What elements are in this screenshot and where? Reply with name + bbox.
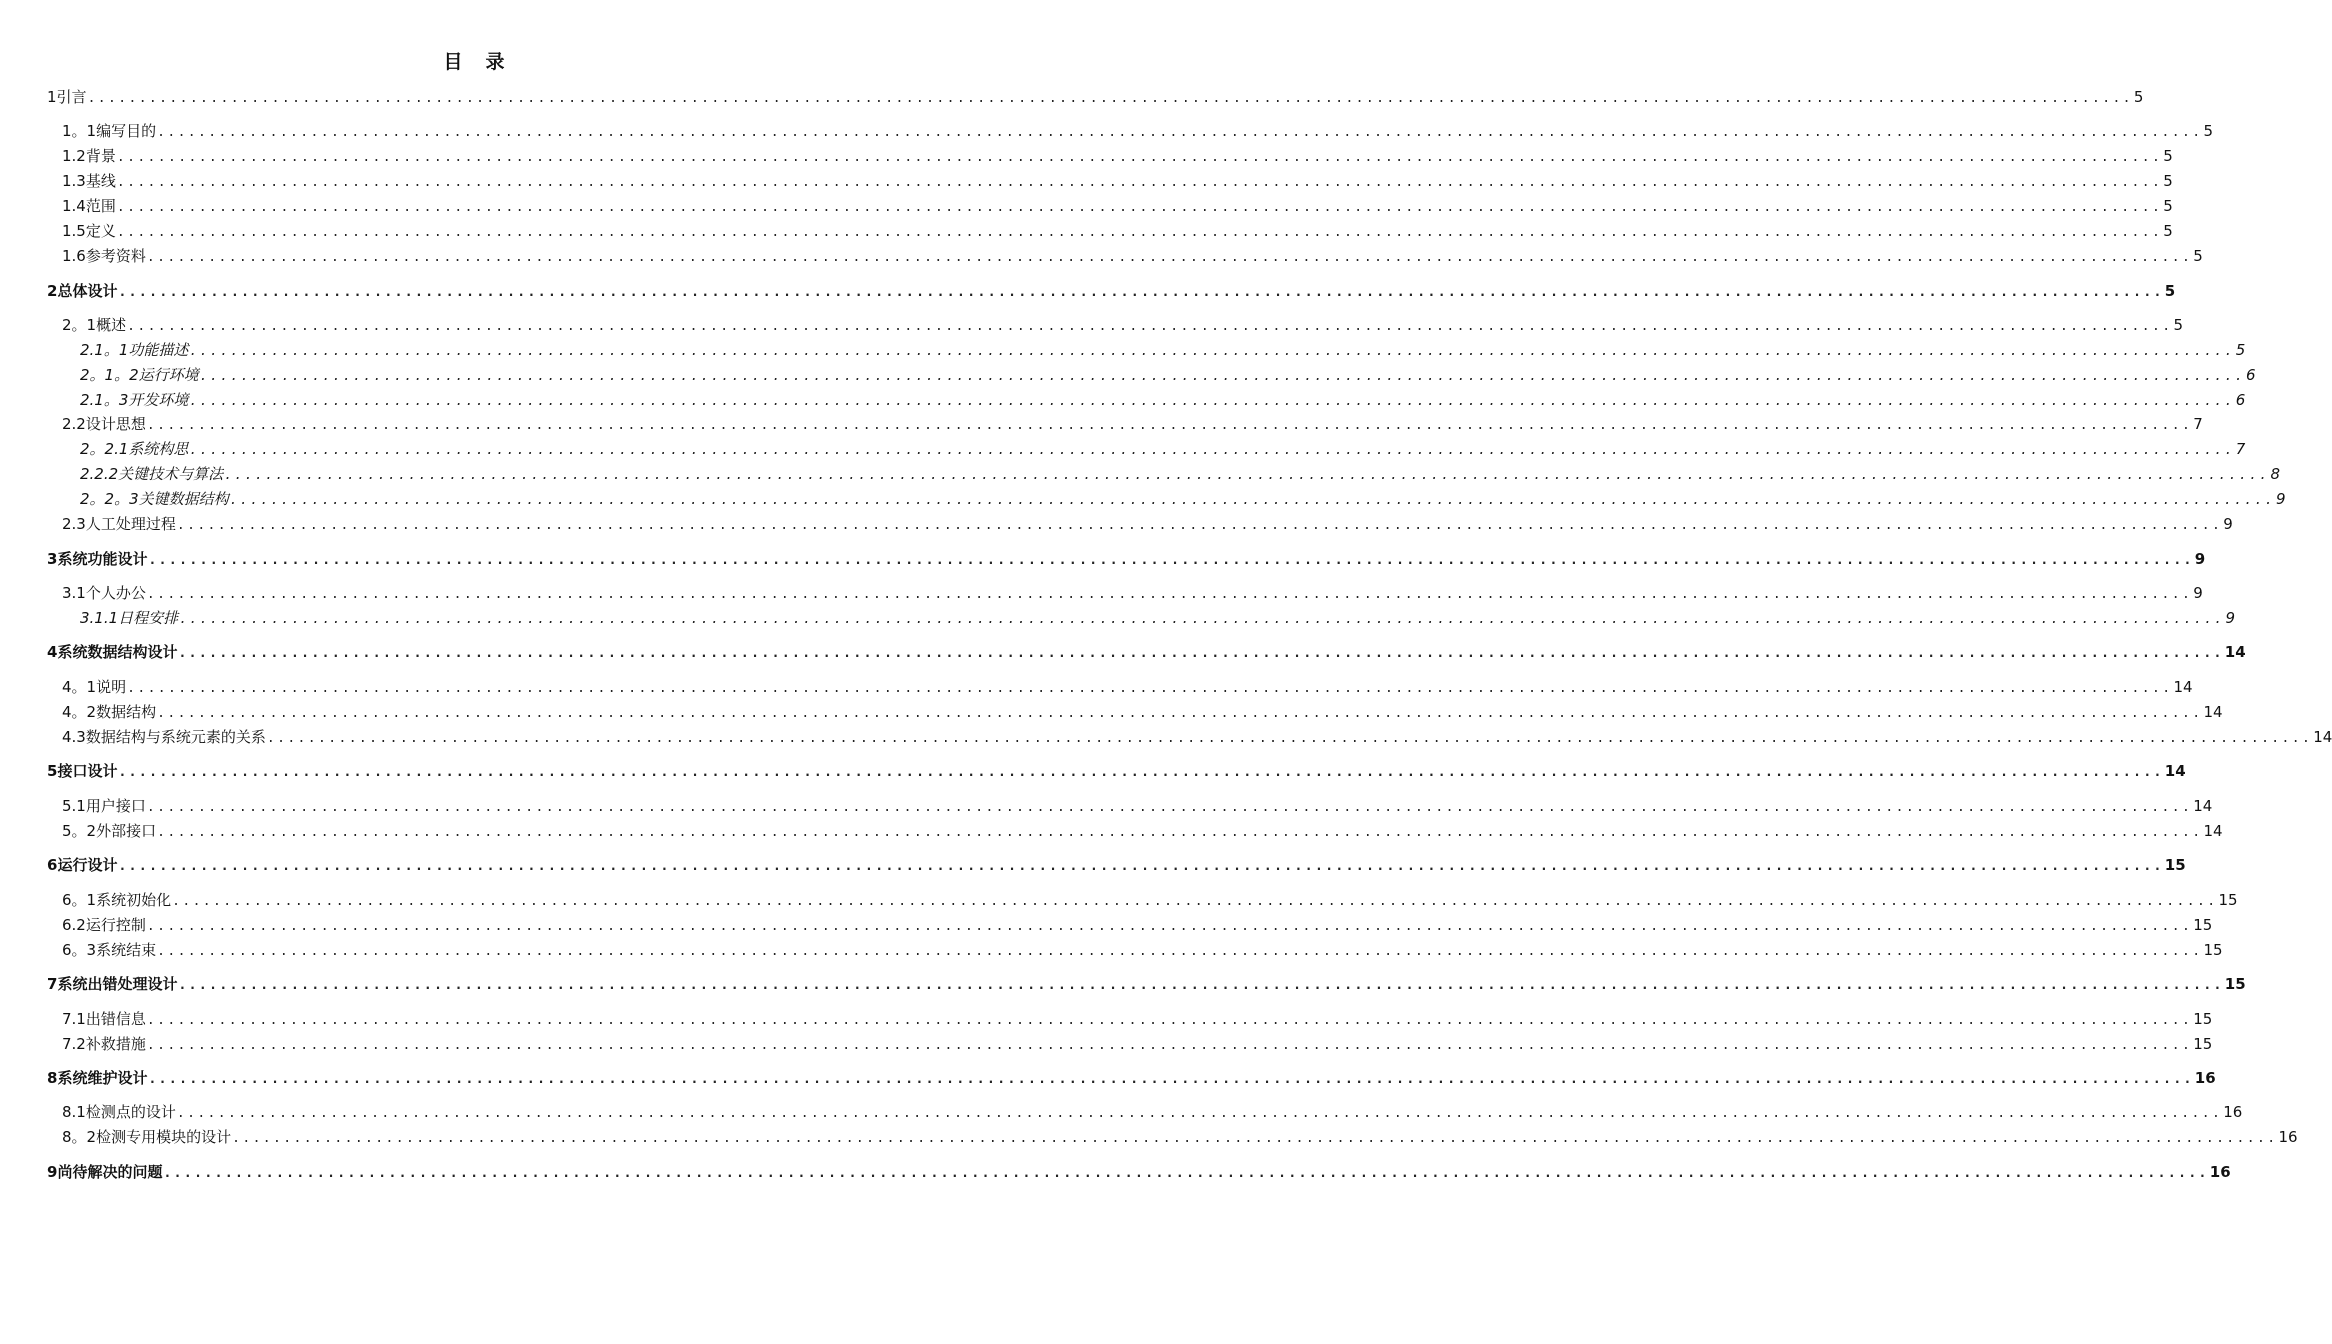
toc-entry[interactable] [47, 854, 2186, 876]
toc-entry-page-number: 9 [2193, 584, 2203, 602]
dot-leader: ........................................................................................................................................................................................................ [87, 91, 2133, 106]
toc-entry-label: 系统构思 [128, 440, 189, 458]
toc-entry-number: 1.2 [62, 147, 86, 165]
toc-entry-page-number: 14 [2164, 762, 2186, 780]
toc-entry-number: 2。1 [62, 316, 97, 334]
toc-entry-label: 外部接口 [96, 822, 157, 840]
toc-entry[interactable] [62, 195, 2173, 217]
toc-entry-page-number: 5 [2235, 341, 2246, 359]
dot-leader: ........................................................................................................................................................................................................ [199, 369, 2245, 384]
toc-entry-page-number: 15 [2193, 1035, 2213, 1053]
dot-leader: ........................................................................................................................................................................................................ [146, 1013, 2193, 1028]
toc-entry-number: 7 [47, 975, 58, 993]
toc-entry-number: 5.1 [62, 797, 86, 815]
dot-leader: ........................................................................................................................................................................................................ [146, 919, 2193, 934]
dot-leader: ........................................................................................................................................................................................................ [266, 731, 2313, 746]
toc-entry-label: 检测点的设计 [85, 1103, 176, 1121]
toc-entry-number: 8.1 [62, 1103, 86, 1121]
toc-entry-page-number: 16 [2223, 1103, 2243, 1121]
toc-entry-label: 系统数据结构设计 [57, 643, 178, 661]
dot-leader: ........................................................................................................................................................................................................ [176, 518, 2223, 533]
toc-entry-number: 1 [47, 88, 57, 106]
toc-entry[interactable] [62, 889, 2238, 911]
toc-entry-label: 背景 [85, 147, 116, 165]
toc-entry-label: 关键技术与算法 [118, 465, 224, 483]
toc-entry-page-number: 16 [2278, 1128, 2298, 1146]
dot-leader: ........................................................................................................................................................................................................ [178, 978, 2224, 993]
toc-entry-number: 2 [47, 282, 58, 300]
toc-entry-number: 6.2 [62, 916, 86, 934]
toc-entry-page-number: 6 [2235, 391, 2246, 409]
toc-entry-page-number: 5 [2203, 122, 2213, 140]
toc-entry-label: 说明 [96, 678, 127, 696]
toc-entry-label: 人工处理过程 [85, 515, 176, 533]
toc-entry-page-number: 14 [2224, 643, 2246, 661]
dot-leader: ........................................................................................................................................................................................................ [163, 1166, 2209, 1181]
toc-entry[interactable] [62, 676, 2193, 698]
dot-leader: ........................................................................................................................................................................................................ [116, 225, 2163, 240]
toc-entry-page-number: 14 [2173, 678, 2193, 696]
toc-entry-label: 系统功能设计 [57, 550, 148, 568]
toc-entry[interactable] [47, 973, 2246, 995]
toc-entry[interactable] [62, 1101, 2243, 1123]
toc-entry-page-number: 7 [2193, 415, 2203, 433]
dot-leader: ........................................................................................................................................................................................................ [172, 894, 2218, 909]
toc-entry-number: 1。1 [62, 122, 97, 140]
toc-entry-label: 运行控制 [85, 916, 146, 934]
toc-entry-page-number: 8 [2270, 465, 2281, 483]
dot-leader: ........................................................................................................................................................................................................ [146, 1038, 2193, 1053]
dot-leader: ........................................................................................................................................................................................................ [189, 344, 2235, 359]
toc-entry-label: 运行环境 [138, 366, 199, 384]
toc-entry-page-number: 6 [2246, 366, 2256, 384]
toc-entry-number: 5 [47, 762, 58, 780]
toc-entry-label: 日程安排 [118, 609, 179, 627]
dot-leader: ........................................................................................................................................................................................................ [146, 418, 2193, 433]
toc-entry[interactable] [62, 726, 2332, 748]
toc-entry[interactable] [47, 86, 2144, 108]
toc-entry-number: 1.6 [62, 247, 86, 265]
toc-entry-number: 8 [47, 1069, 58, 1087]
toc-entry-label: 定义 [85, 222, 116, 240]
dot-leader: ........................................................................................................................................................................................................ [178, 646, 2224, 661]
toc-entry-label: 数据结构 [96, 703, 157, 721]
toc-entry-label: 系统出错处理设计 [57, 975, 178, 993]
toc-entry[interactable] [80, 607, 2236, 629]
toc-entry[interactable] [62, 820, 2223, 842]
dot-leader: ........................................................................................................................................................................................................ [157, 825, 2203, 840]
toc-entry-number: 4。2 [62, 703, 97, 721]
toc-entry[interactable] [62, 939, 2223, 961]
toc-entry-number: 6。1 [62, 891, 97, 909]
toc-entry[interactable] [47, 1067, 2216, 1089]
toc-entry[interactable] [62, 170, 2173, 192]
toc-entry-page-number: 15 [2218, 891, 2238, 909]
toc-entry-label: 用户接口 [85, 797, 146, 815]
toc-entry-number: 2.3 [62, 515, 86, 533]
toc-entry-label: 尚待解决的问题 [57, 1163, 163, 1181]
toc-entry[interactable] [62, 513, 2233, 535]
dot-leader: ........................................................................................................................................................................................................ [118, 859, 2164, 874]
dot-leader: ........................................................................................................................................................................................................ [118, 765, 2164, 780]
toc-entry-number: 3.1 [62, 584, 86, 602]
toc-entry-number: 1.3 [62, 172, 86, 190]
toc-entry-number: 2.1。1 [80, 341, 129, 359]
toc-entry[interactable] [62, 413, 2203, 435]
toc-entry-page-number: 15 [2224, 975, 2246, 993]
toc-entry-number: 7.1 [62, 1010, 86, 1028]
toc-entry[interactable] [62, 914, 2213, 936]
toc-entry-label: 范围 [85, 197, 116, 215]
dot-leader: ........................................................................................................................................................................................................ [224, 468, 2270, 483]
dot-leader: ........................................................................................................................................................................................................ [148, 1072, 2194, 1087]
toc-entry-page-number: 9 [2225, 609, 2236, 627]
toc-entry-number: 2。2.1 [80, 440, 129, 458]
toc-entry-number: 2.2.2 [80, 465, 119, 483]
toc-entry-page-number: 5 [2193, 247, 2203, 265]
toc-entry-page-number: 9 [2223, 515, 2233, 533]
toc-entry-label: 系统维护设计 [57, 1069, 148, 1087]
toc-entry[interactable] [47, 1161, 2231, 1183]
toc-entry[interactable] [62, 1008, 2213, 1030]
toc-entry-page-number: 15 [2203, 941, 2223, 959]
toc-entry-page-number: 5 [2163, 222, 2173, 240]
dot-leader: ........................................................................................................................................................................................................ [157, 944, 2203, 959]
toc-entry-label: 接口设计 [57, 762, 118, 780]
toc-entry[interactable] [80, 364, 2256, 386]
toc-entry-label: 总体设计 [57, 282, 118, 300]
toc-entry-page-number: 15 [2193, 916, 2213, 934]
toc-entry-label: 基线 [85, 172, 116, 190]
toc-entry-label: 补救措施 [85, 1035, 146, 1053]
toc-entry-page-number: 5 [2173, 316, 2183, 334]
dot-leader: ........................................................................................................................................................................................................ [116, 200, 2163, 215]
dot-leader: ........................................................................................................................................................................................................ [189, 394, 2235, 409]
toc-entry[interactable] [47, 548, 2206, 570]
toc-entry-number: 2.2 [62, 415, 86, 433]
toc-entry-label: 检测专用模块的设计 [96, 1128, 232, 1146]
toc-entry-page-number: 15 [2193, 1010, 2213, 1028]
dot-leader: ........................................................................................................................................................................................................ [116, 150, 2163, 165]
toc-entry-label: 引言 [56, 88, 87, 106]
toc-entry-number: 9 [47, 1163, 58, 1181]
toc-entry-page-number: 9 [2194, 550, 2206, 568]
toc-entry[interactable] [80, 463, 2281, 485]
toc-entry-page-number: 16 [2194, 1069, 2216, 1087]
dot-leader: ........................................................................................................................................................................................................ [157, 125, 2203, 140]
dot-leader: ........................................................................................................................................................................................................ [176, 1106, 2223, 1121]
toc-entry[interactable] [62, 795, 2213, 817]
toc-entry-number: 1.4 [62, 197, 86, 215]
toc-entry[interactable] [62, 220, 2173, 242]
toc-entry-label: 系统结束 [96, 941, 157, 959]
dot-leader: ........................................................................................................................................................................................................ [127, 319, 2173, 334]
toc-entry-page-number: 14 [2313, 728, 2332, 746]
toc-entry-page-number: 5 [2164, 282, 2176, 300]
toc-entry-page-number: 5 [2163, 172, 2173, 190]
toc-entry-page-number: 5 [2163, 197, 2173, 215]
toc-entry-label: 系统初始化 [96, 891, 172, 909]
toc-entry-label: 参考资料 [85, 247, 146, 265]
toc-entry[interactable] [62, 245, 2203, 267]
toc-entry-label: 个人办公 [85, 584, 146, 602]
toc-entry-label: 数据结构与系统元素的关系 [85, 728, 266, 746]
toc-entry[interactable] [47, 280, 2176, 302]
toc-entry-page-number: 14 [2193, 797, 2213, 815]
toc-entry-number: 4.3 [62, 728, 86, 746]
toc-entry[interactable] [80, 339, 2246, 361]
toc-entry[interactable] [62, 701, 2223, 723]
dot-leader: ........................................................................................................................................................................................................ [116, 175, 2163, 190]
toc-entry-number: 5。2 [62, 822, 97, 840]
toc-entry-label: 开发环境 [128, 391, 189, 409]
toc-entry[interactable] [80, 389, 2246, 411]
dot-leader: ........................................................................................................................................................................................................ [148, 553, 2194, 568]
toc-entry-page-number: 14 [2203, 822, 2223, 840]
toc-entry-label: 设计思想 [85, 415, 146, 433]
toc-entry-number: 2。1。2 [80, 366, 139, 384]
dot-leader: ........................................................................................................................................................................................................ [232, 1131, 2278, 1146]
toc-entry[interactable] [47, 641, 2246, 663]
toc-entry-number: 3 [47, 550, 58, 568]
dot-leader: ........................................................................................................................................................................................................ [146, 587, 2193, 602]
dot-leader: ........................................................................................................................................................................................................ [146, 800, 2193, 815]
toc-entry-label: 关键数据结构 [138, 490, 229, 508]
toc-entry-number: 7.2 [62, 1035, 86, 1053]
toc-entry-number: 6。3 [62, 941, 97, 959]
dot-leader: ........................................................................................................................................................................................................ [127, 681, 2173, 696]
toc-entry-label: 概述 [96, 316, 127, 334]
dot-leader: ........................................................................................................................................................................................................ [146, 250, 2193, 265]
toc-entry-number: 6 [47, 856, 58, 874]
toc-entry-label: 编写目的 [96, 122, 157, 140]
dot-leader: ........................................................................................................................................................................................................ [179, 612, 2225, 627]
toc-entry[interactable] [62, 145, 2173, 167]
toc-entry[interactable] [62, 120, 2213, 142]
dot-leader: ........................................................................................................................................................................................................ [189, 443, 2235, 458]
toc-entry-number: 2.1。3 [80, 391, 129, 409]
dot-leader: ........................................................................................................................................................................................................ [229, 493, 2275, 508]
dot-leader: ........................................................................................................................................................................................................ [118, 285, 2164, 300]
toc-entry-page-number: 5 [2133, 88, 2144, 106]
toc-entry-page-number: 9 [2276, 490, 2286, 508]
toc-entry-label: 运行设计 [57, 856, 118, 874]
toc-entry-page-number: 7 [2235, 440, 2246, 458]
dot-leader: ........................................................................................................................................................................................................ [157, 706, 2203, 721]
toc-entry-label: 出错信息 [85, 1010, 146, 1028]
toc-entry-label: 功能描述 [128, 341, 189, 359]
toc-entry[interactable] [62, 1033, 2213, 1055]
toc-entry[interactable] [62, 1126, 2298, 1148]
toc-entry-page-number: 16 [2209, 1163, 2231, 1181]
toc-entry-number: 8。2 [62, 1128, 97, 1146]
toc-title: 目 录 [443, 51, 507, 73]
toc-entry[interactable] [62, 582, 2203, 604]
toc-entry[interactable] [80, 438, 2246, 460]
toc-entry[interactable] [47, 760, 2186, 782]
toc-entry[interactable] [62, 314, 2183, 336]
toc-entry-page-number: 14 [2203, 703, 2223, 721]
toc-entry-number: 1.5 [62, 222, 86, 240]
toc-entry-number: 4。1 [62, 678, 97, 696]
toc-entry[interactable] [80, 488, 2286, 510]
toc-entry-page-number: 15 [2164, 856, 2186, 874]
toc-entry-number: 2。2。3 [80, 490, 139, 508]
toc-entry-number: 3.1.1 [80, 609, 119, 627]
toc-entry-number: 4 [47, 643, 58, 661]
toc-entry-page-number: 5 [2163, 147, 2173, 165]
